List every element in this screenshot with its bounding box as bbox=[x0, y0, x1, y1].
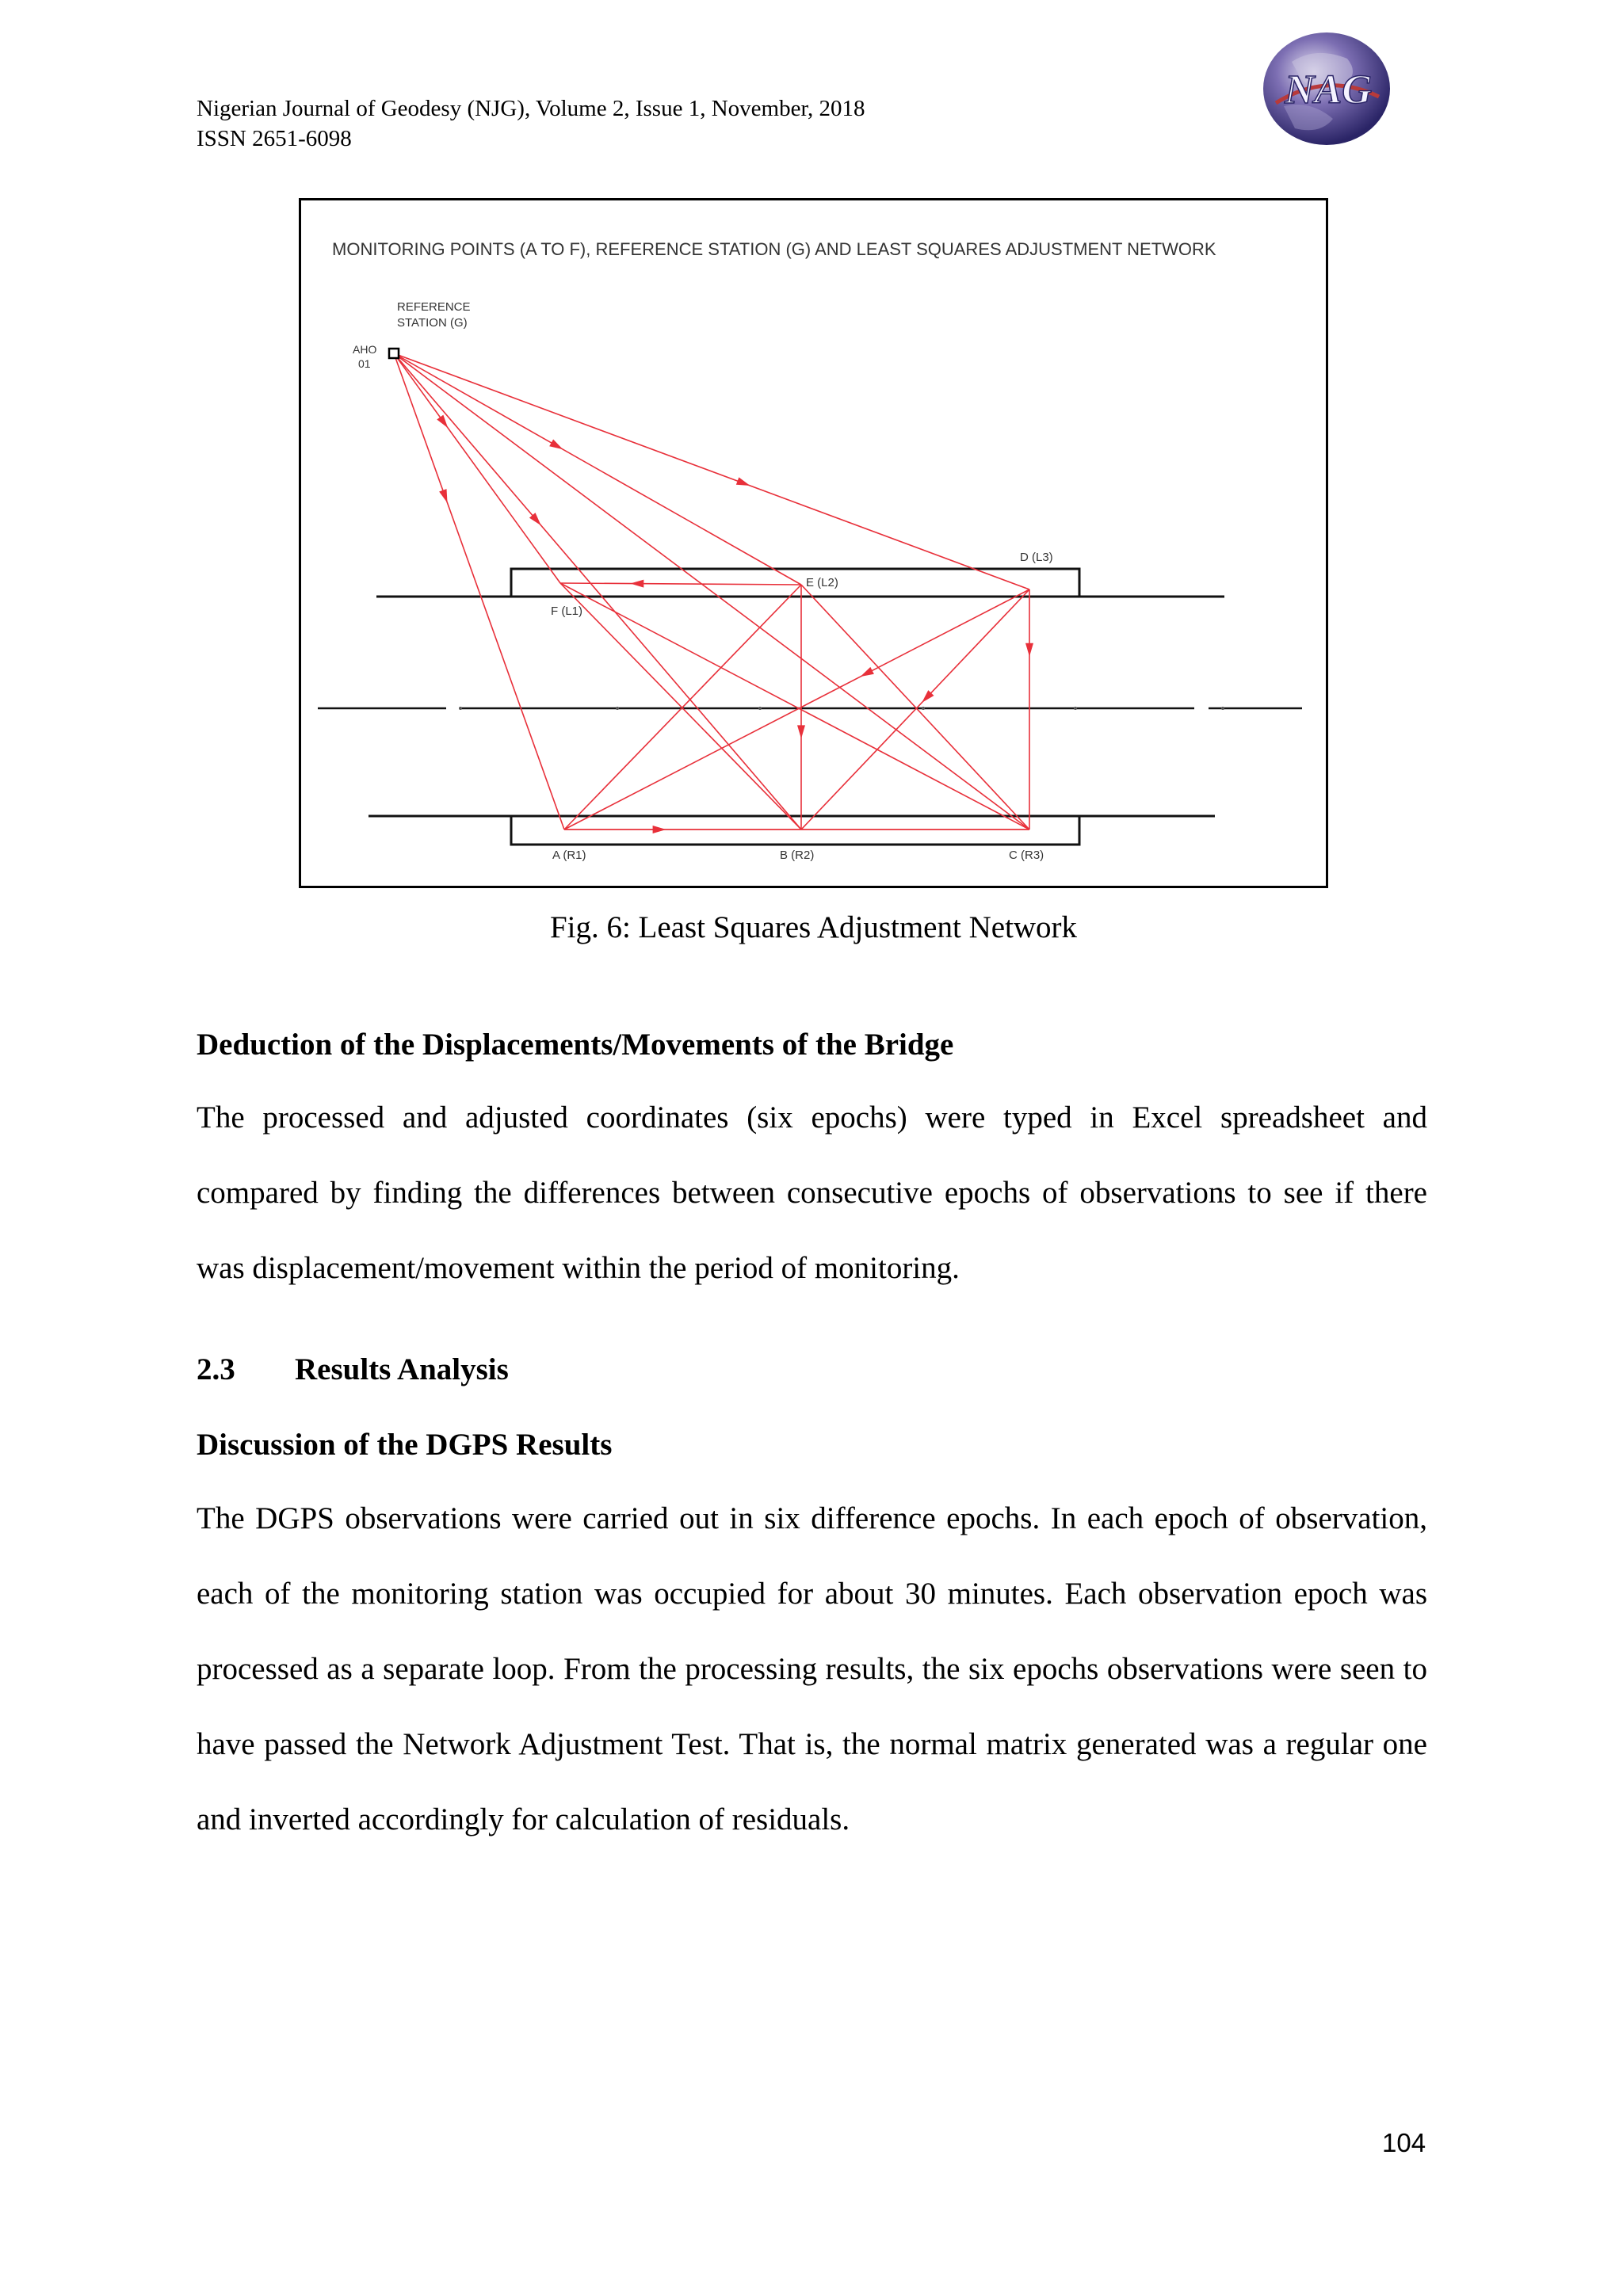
logo-text: NAG bbox=[1285, 67, 1372, 113]
section-number: 2.3 bbox=[197, 1352, 235, 1386]
figure-title: MONITORING POINTS (A TO F), REFERENCE STATION (G) AND LEAST SQUARES ADJUSTMENT NETWORK bbox=[332, 239, 1216, 259]
deduction-paragraph: The processed and adjusted coordinates (six epochs) were typed in Excel spreadsheet and compared by finding the differences between consecutive epochs of observations to see if there was displacement/movement within the period of monitoring. bbox=[197, 1100, 1427, 1285]
issn: ISSN 2651-6098 bbox=[197, 126, 352, 151]
reference-station-marker bbox=[389, 349, 399, 358]
center-line-tick bbox=[616, 707, 619, 710]
point-c-label: C (R3) bbox=[1009, 849, 1044, 862]
point-e-label: E (L2) bbox=[806, 576, 838, 589]
point-f-label: F (L1) bbox=[551, 605, 583, 618]
center-line-tick bbox=[1221, 707, 1224, 710]
station-g-code-line-1: AHO bbox=[353, 343, 377, 356]
reference-station-label-line-2: STATION (G) bbox=[397, 316, 468, 330]
figure-6 bbox=[299, 198, 1328, 888]
center-line-tick bbox=[459, 707, 462, 710]
dgps-heading: Discussion of the DGPS Results bbox=[197, 1428, 613, 1462]
figure-caption: Fig. 6: Least Squares Adjustment Network bbox=[549, 910, 1078, 944]
point-d-label: D (L3) bbox=[1020, 551, 1053, 564]
section-title: Results Analysis bbox=[295, 1352, 509, 1386]
center-line-tick bbox=[922, 707, 925, 710]
point-a-label: A (R1) bbox=[552, 849, 586, 862]
page-number: 104 bbox=[1382, 2128, 1426, 2157]
point-b-label: B (R2) bbox=[780, 849, 815, 862]
dgps-paragraph: The DGPS observations were carried out in six difference epochs. In each epoch of observation, each of the monitoring station was occupied for about 30 minutes. Each observation epoch was processed as a separate loop. From the processing results, the six epochs observations were seen to have passed the Network Adjustment Test. That is, the normal matrix generated was a regular one and inverted accordingly for calculation of residuals. bbox=[197, 1501, 1427, 1836]
deduction-heading: Deduction of the Displacements/Movements of the Bridge bbox=[197, 1028, 954, 1062]
section-2-3-heading bbox=[197, 1352, 1427, 1387]
center-line-tick bbox=[1074, 707, 1077, 710]
reference-station-label-line-1: REFERENCE bbox=[397, 300, 471, 314]
center-line-tick bbox=[758, 707, 762, 710]
network-diagram bbox=[299, 198, 1328, 888]
journal-citation: Nigerian Journal of Geodesy (NJG), Volume 2, Issue 1, November, 2018 bbox=[197, 96, 865, 121]
page-header bbox=[197, 93, 865, 154]
nag-logo bbox=[1260, 30, 1396, 149]
station-g-code-line-2: 01 bbox=[358, 357, 371, 370]
